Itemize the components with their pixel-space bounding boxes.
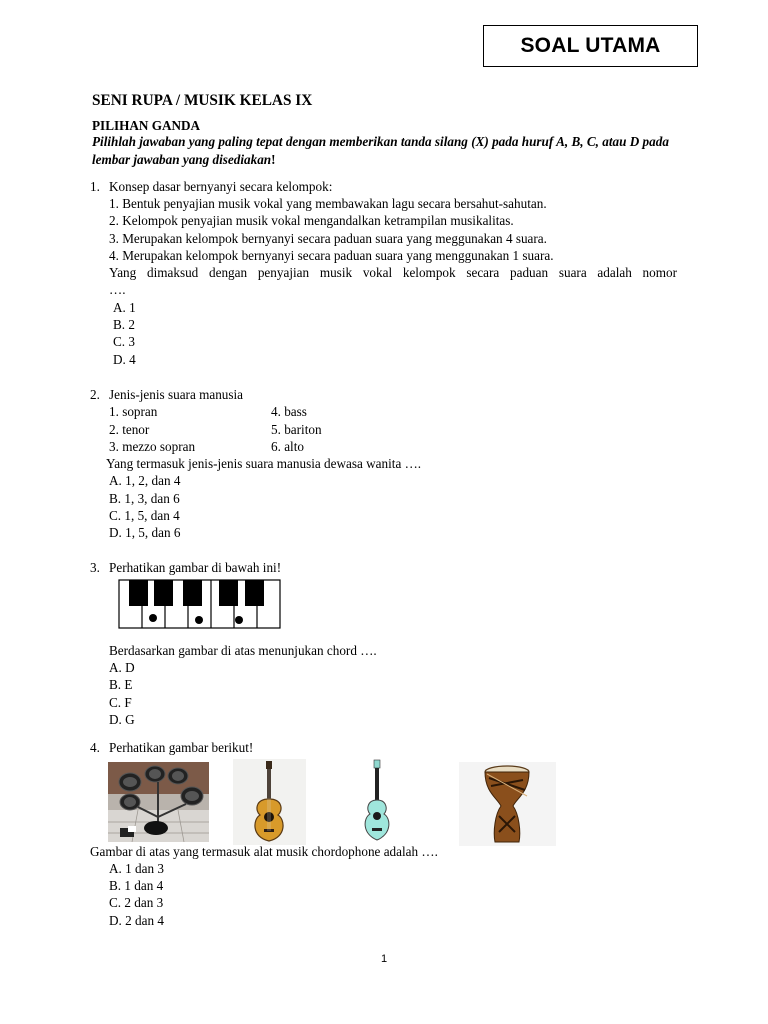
q2-voice-item: 2. tenor <box>109 422 150 437</box>
q2-option-a: A. 1, 2, dan 4 <box>109 473 181 488</box>
q3-question: Berdasarkan gambar di atas menunjukan chord …. <box>109 643 377 658</box>
q3-option-b: B. E <box>109 677 133 692</box>
q1-option-b: B. 2 <box>113 317 135 332</box>
page-number: 1 <box>380 953 388 965</box>
q1-stem: Konsep dasar bernyanyi secara kelompok: <box>109 179 333 194</box>
q1-number: 1. <box>90 179 100 194</box>
q4-stem: Perhatikan gambar berikut! <box>109 740 254 755</box>
chord-note-dot <box>149 614 157 622</box>
ukulele-image <box>330 758 422 846</box>
subject-title: SENI RUPA / MUSIK KELAS IX <box>92 92 313 109</box>
djembe-image <box>459 762 556 846</box>
q2-option-c: C. 1, 5, dan 4 <box>109 508 180 523</box>
q2-question: Yang termasuk jenis-jenis suara manusia dewasa wanita …. <box>106 456 422 471</box>
acoustic-guitar-image <box>233 759 306 845</box>
q3-option-c: C. F <box>109 695 132 710</box>
chord-note-dot <box>235 616 243 624</box>
q1-item: 2. Kelompok penyajian musik vokal mengandalkan ketrampilan musikalitas. <box>109 213 514 228</box>
q2-option-b: B. 1, 3, dan 6 <box>109 491 180 506</box>
q2-voice-item: 6. alto <box>271 439 304 454</box>
q4-number: 4. <box>90 740 100 755</box>
q1-question: Yang dimaksud dengan penyajian musik vokal kelompok secara paduan suara adalah nomor <box>109 265 677 280</box>
q2-stem: Jenis-jenis suara manusia <box>109 387 244 402</box>
piano-keyboard-image <box>118 579 282 631</box>
q1-item: 1. Bentuk penyajian musik vokal yang membawakan lagu secara bersahut-sahutan. <box>109 196 547 211</box>
q1-item: 4. Merupakan kelompok bernyanyi secara paduan suara yang menggunakan 1 suara. <box>109 248 554 263</box>
q4-option-c: C. 2 dan 3 <box>109 895 164 910</box>
q3-number: 3. <box>90 560 100 575</box>
q1-option-c: C. 3 <box>113 334 135 349</box>
soal-utama-label: SOAL UTAMA <box>483 25 698 67</box>
q1-item: 3. Merupakan kelompok bernyanyi secara paduan suara yang meggunakan 4 suara. <box>109 231 547 246</box>
q3-stem: Perhatikan gambar di bawah ini! <box>109 560 282 575</box>
q4-option-b: B. 1 dan 4 <box>109 878 164 893</box>
q2-voice-item: 3. mezzo sopran <box>109 439 196 454</box>
q2-voice-item: 4. bass <box>271 404 307 419</box>
q2-voice-item: 1. sopran <box>109 404 158 419</box>
instruction-text: Pilihlah jawaban yang paling tepat dengan memberikan tanda silang (X) pada huruf A, B, C, atau D pada lembar jawaban yang disediakan! <box>92 134 669 167</box>
chord-note-dot <box>195 616 203 624</box>
section-title: PILIHAN GANDA <box>92 118 201 133</box>
q1-option-a: A. 1 <box>113 300 136 315</box>
drum-kit-image <box>108 762 209 842</box>
q1-question-cont: …. <box>109 282 126 297</box>
q2-number: 2. <box>90 387 100 402</box>
q4-question: Gambar di atas yang termasuk alat musik chordophone adalah …. <box>90 844 438 859</box>
q2-voice-item: 5. bariton <box>271 422 322 437</box>
q3-option-a: A. D <box>109 660 135 675</box>
q1-option-d: D. 4 <box>113 352 136 367</box>
q4-option-a: A. 1 dan 3 <box>109 861 164 876</box>
q3-option-d: D. G <box>109 712 135 727</box>
q4-option-d: D. 2 dan 4 <box>109 913 164 928</box>
q2-option-d: D. 1, 5, dan 6 <box>109 525 181 540</box>
